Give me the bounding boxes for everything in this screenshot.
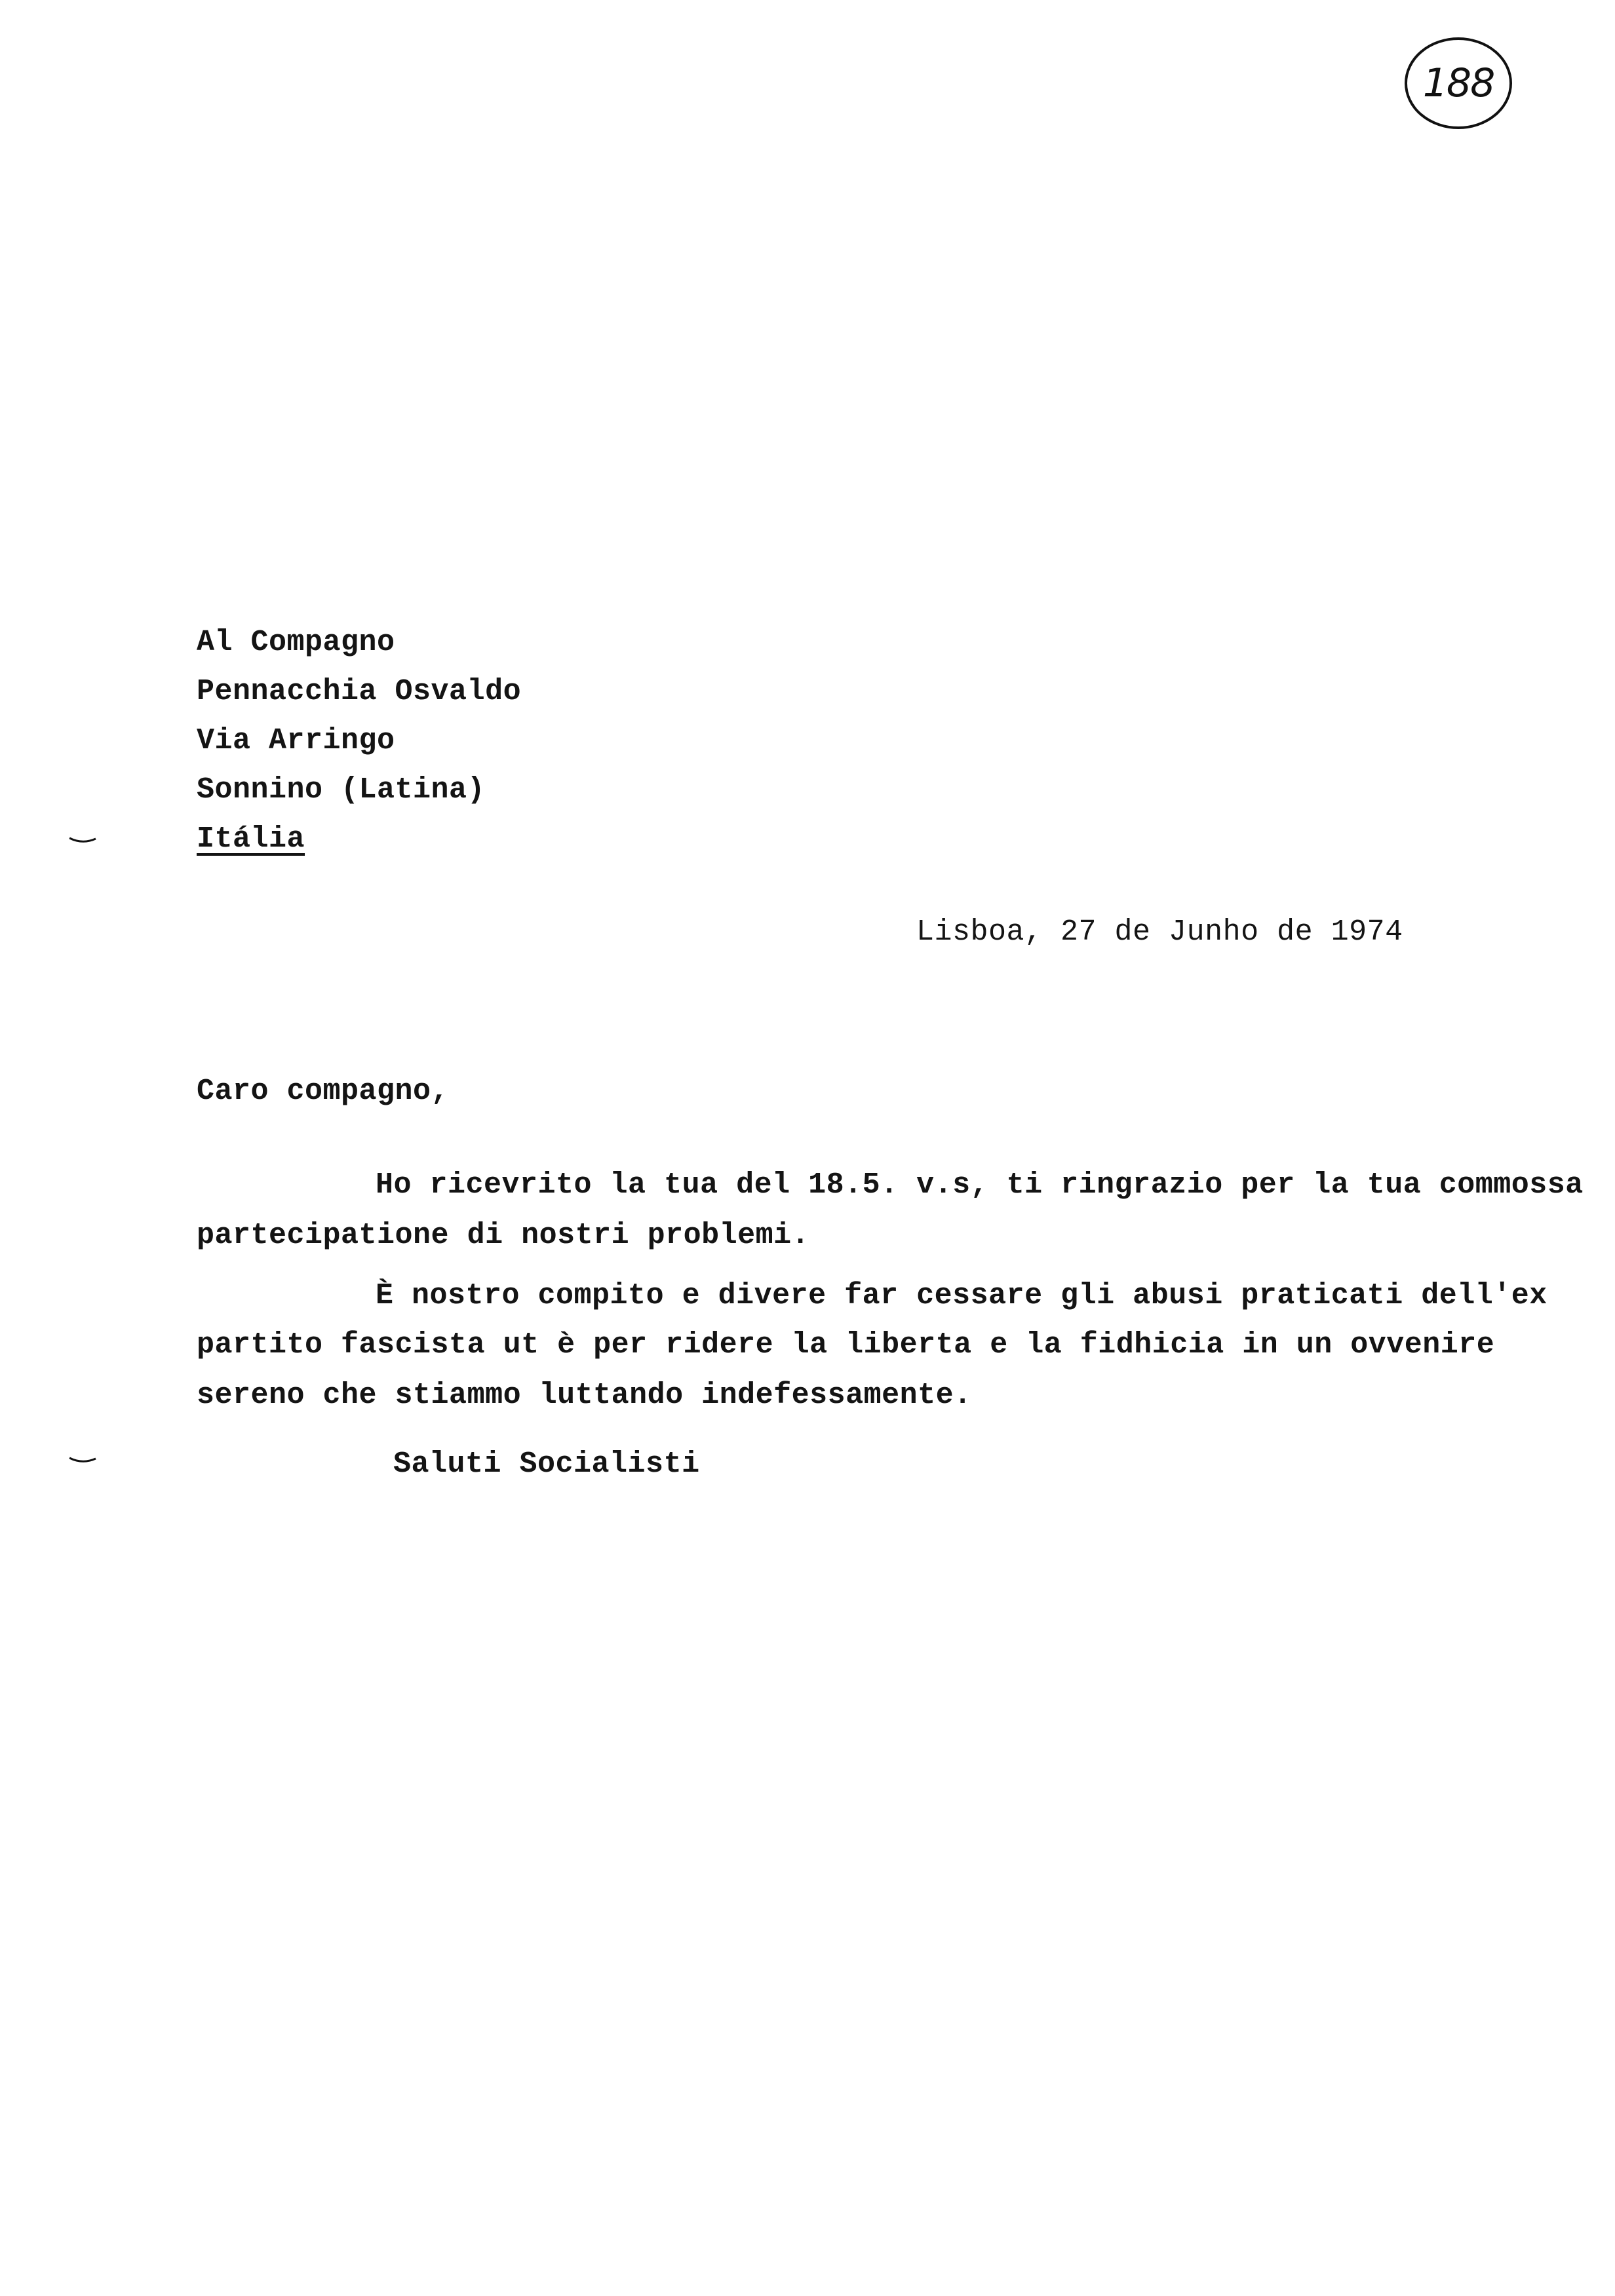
page-number: 188 [1422, 60, 1494, 106]
body-paragraph-2-line-2: partito fascista ut è per ridere la liberta e la fidhicia in un ovvenire [197, 1328, 1495, 1362]
body-paragraph-1-line-1: Ho ricevrito la tua del 18.5. v.s, ti ringrazio per la tua commossa [376, 1168, 1584, 1202]
address-line-4: Sonnino (Latina) [197, 773, 486, 807]
body-paragraph-2-line-1: È nostro compito e divere far cessare gli abusi praticati dell'ex [376, 1279, 1547, 1312]
body-paragraph-2-line-3: sereno che stiammo luttando indefessamente. [197, 1379, 972, 1412]
closing: Saluti Socialisti [393, 1447, 700, 1481]
dateline: Lisboa, 27 de Junho de 1974 [916, 915, 1403, 949]
page-number-stamp [1403, 34, 1514, 132]
margin-tick-icon [68, 1456, 97, 1465]
address-line-3: Via Arringo [197, 724, 395, 757]
margin-tick-icon [68, 836, 97, 845]
salutation: Caro compagno, [197, 1075, 450, 1108]
body-paragraph-1-line-2: partecipatione di nostri problemi. [197, 1219, 810, 1252]
address-line-1: Al Compagno [197, 626, 395, 659]
address-line-2: Pennacchia Osvaldo [197, 675, 522, 708]
address-country: Itália [197, 822, 305, 856]
